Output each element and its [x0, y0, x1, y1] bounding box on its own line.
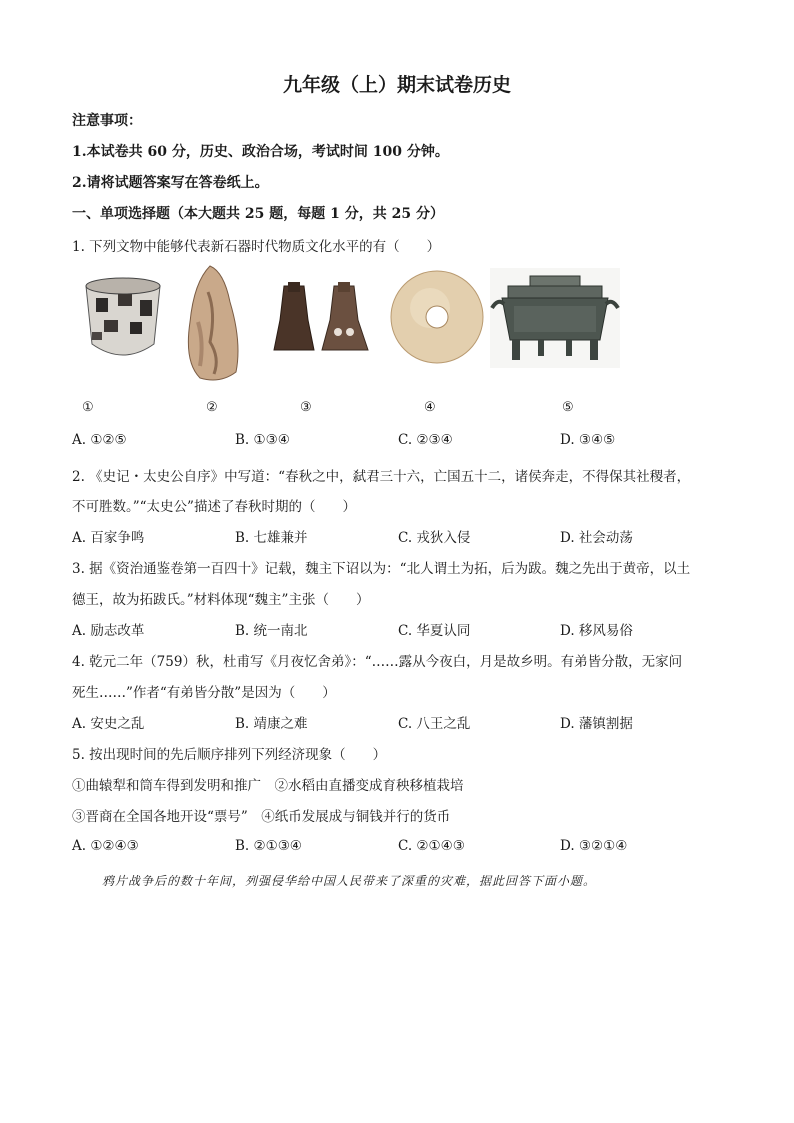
question-2-stem-line-2: 不可胜数。”“太史公”描述了春秋时期的（ ）	[72, 499, 356, 515]
q1-option-d: D. ③④⑤	[560, 432, 616, 448]
q2-option-b: B. 七雄兼并	[235, 530, 308, 546]
notes-heading: 注意事项：	[72, 113, 142, 129]
q5-option-b: B. ②①③④	[235, 838, 302, 854]
q4-option-a: A. 安史之乱	[72, 716, 145, 732]
question-5-item-line-1: ①曲辕犁和筒车得到发明和推广 ②水稻由直播变成育秧移植栽培	[72, 778, 464, 794]
notes-item-2: 2.请将试题答案写在答卷纸上。	[72, 175, 269, 191]
question-5-item-line-2: ③晋商在全国各地开设“票号” ④纸币发展成与铜钱并行的货币	[72, 809, 451, 825]
question-3-stem-line-2: 德王，故为拓跋氏。”材料体现“魏主”主张（ ）	[72, 592, 370, 608]
bronze-spade-coins-image	[270, 280, 372, 358]
image-label-2: ②	[206, 400, 218, 415]
q2-option-a: A. 百家争鸣	[72, 530, 145, 546]
q3-option-d: D. 移风易俗	[560, 623, 633, 639]
q5-option-c: C. ②①④③	[398, 838, 465, 854]
stone-tool-image	[180, 262, 246, 386]
image-label-3: ③	[300, 400, 312, 415]
q2-option-c: C. 戎狄入侵	[398, 530, 471, 546]
q1-option-c: C. ②③④	[398, 432, 453, 448]
page-title: 九年级（上）期末试卷历史	[282, 74, 511, 96]
q5-option-d: D. ③②①④	[560, 838, 628, 854]
q4-option-c: C. 八王之乱	[398, 716, 471, 732]
image-label-5: ⑤	[562, 400, 574, 415]
section-heading: 一、单项选择题（本大题共 25 题，每题 1 分，共 25 分）	[72, 206, 444, 222]
image-label-1: ①	[82, 400, 94, 415]
question-3-stem-line-1: 3. 据《资治通鉴卷第一百四十》记载，魏主下诏以为：“北人谓土为拓，后为跋。魏之先出于黄帝，以土	[72, 561, 691, 577]
pottery-cup-image	[80, 272, 166, 364]
q3-option-a: A. 励志改革	[72, 623, 145, 639]
q1-option-a: A. ①②⑤	[72, 432, 127, 448]
reading-instruction: 鸦片战争后的数十年间，列强侵华给中国人民带来了深重的灾难，据此回答下面小题。	[102, 874, 597, 888]
q1-option-b: B. ①③④	[235, 432, 290, 448]
bronze-ding-vessel-image	[490, 268, 620, 368]
question-2-stem-line-1: 2. 《史记・太史公自序》中写道：“春秋之中，弑君三十六，亡国五十二，诸侯奔走，不得保其社稷者，	[72, 469, 691, 485]
jade-bi-disc-image	[388, 268, 486, 366]
q4-option-b: B. 靖康之难	[235, 716, 308, 732]
q5-option-a: A. ①②④③	[72, 838, 139, 854]
question-5-stem: 5. 按出现时间的先后顺序排列下列经济现象（ ）	[72, 747, 387, 763]
notes-item-1: 1.本试卷共 60 分，历史、政治合场，考试时间 100 分钟。	[72, 144, 449, 160]
q2-option-d: D. 社会动荡	[560, 530, 633, 546]
question-4-stem-line-1: 4. 乾元二年（759）秋，杜甫写《月夜忆舍弟》：“……露从今夜白，月是故乡明。有弟皆分散，无家问	[72, 654, 683, 670]
q3-option-c: C. 华夏认同	[398, 623, 471, 639]
image-label-4: ④	[424, 400, 436, 415]
q4-option-d: D. 藩镇割据	[560, 716, 633, 732]
q3-option-b: B. 统一南北	[235, 623, 308, 639]
question-1-stem: 1. 下列文物中能够代表新石器时代物质文化水平的有（ ）	[72, 239, 441, 255]
question-4-stem-line-2: 死生……”作者“有弟皆分散”是因为（ ）	[72, 685, 336, 701]
